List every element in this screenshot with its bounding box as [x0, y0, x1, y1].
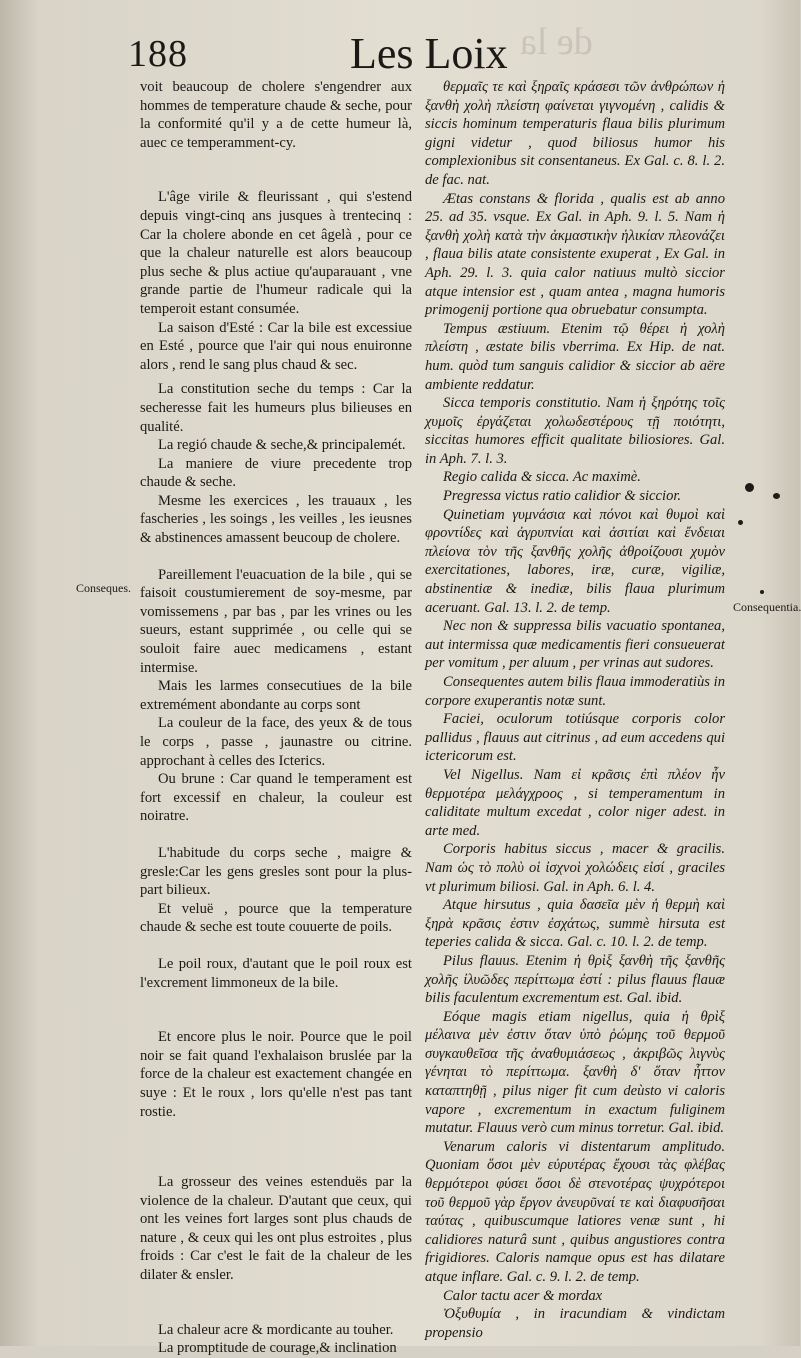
paragraph: Mesme les exercices , les trauaux , les fascheries , les soings , les veilles , les ieusnes & abstinences amassent beucoup de cholere. — [140, 492, 412, 547]
paragraph: La grosseur des veines estenduës par la violence de la chaleur. D'autant que ceux, qui ont les veines fort larges sont plus chauds de nature , & ceux qui les ont plus estroites , plus froids : Car c'est le fait de la chaleur de les dilater & ensler. — [140, 1174, 412, 1284]
paragraph: La saison d'Esté : Car la bile est excessiue en Esté , pource que l'air qui nous enuironne alors , rend le sang plus chaud & sec. — [140, 319, 412, 373]
paragraph: Ὀξυθυμία , in iracundiam & vindictam propensio — [425, 1306, 725, 1341]
paragraph: Ou brune : Car quand le temperament est fort excessif en chaleur, la couleur est noiratre. — [140, 771, 412, 825]
running-title: Les Loix — [350, 29, 508, 78]
paragraph: θερμαῖς τε καὶ ξηραῖς κράσεσι τῶν ἀνθρώπων ἡ ξανθὴ χολὴ πλείστη φαίνεται γιγνομένη , calidis & siccis hominum temperaturis flaua bilis plurimum gigni videtur , quod biliosus humor his complexionibus sit consentaneus. Ex Gal. c. 8. l. 2. de fac. nat. — [425, 79, 725, 188]
paragraph: Vel Nigellus. Nam εἰ κρᾶσις ἐπὶ πλέον ἦν θερμοτέρα μελάγχροος , si temperamentum in caliditate multum excedat , color niger adest. in arte med. — [425, 766, 725, 839]
paragraph: Et veluë , pource que la temperature chaude & seche est toute couuerte de poils. — [140, 900, 412, 936]
paragraph: Eóque magis etiam nigellus, quia ἡ θρὶξ μέλαινα μὲν ἐστιν ὅταν ὑπὸ ῥώμης τοῦ θερμοῦ συγκαυθεῖσα τῆς ἀναθυμιάσεως , ἀκριβῶς λιγνὺς γένηται τὸ περίττωμα. ξανθὴ δ' ὅταν ἧττον καταπτηθῇ , pilus niger fit cum deùsto vi caloris vapore , excrementum in exactum fuliginem mutatur. Flauus verò cum minus torretur. Gal. ibid. — [425, 1008, 725, 1137]
ink-blot — [773, 493, 780, 499]
paragraph: Corporis habitus siccus , macer & gracilis. Nam ὡς τὸ πολὺ οἱ ἰσχνοὶ χολώδεις εἰσί , graciles vt plurimum biliosi. Gal. in Aph. 6. l. 4. — [425, 841, 725, 895]
paragraph: Consequentes autem bilis flaua immoderatiùs in corpore exuperantis notæ sunt. — [425, 674, 725, 709]
paragraph: Ætas constans & florida , qualis est ab anno 25. ad 35. vsque. Ex Gal. in Aph. 9. l. 5. Nam ἡ ξανθὴ χολὴ κατὰ τὴν ἀκμαστικὴν ἡλικίαν πλεονάζει , flaua bilis atate consistente exuperat , Ex Gal. in Aph. 29. l. 3. quia calor natiuus multò siccior atque intensior est , quam antea , magna humoris primogenij portione qua obruebatur consumpta. — [425, 190, 725, 319]
paragraph: Faciei, oculorum totiúsque corporis color pallidus , flauus aut citrinus , ad eum accedens qui ictericorum est. — [425, 711, 725, 765]
paragraph: Pilus flauus. Etenim ἡ θρὶξ ξανθὴ τῆς ξανθῆς χολῆς ἰλυῶδες περίττωμα ἐστί : pilus flauus flauæ bilis faculentum excrementum est. Gal. ibid. — [425, 952, 725, 1007]
ink-blot — [738, 520, 743, 525]
paragraph: La promptitude de courage,& inclination — [158, 1340, 397, 1357]
paragraph: voit beaucoup de cholere s'engendrer aux hommes de temperature chaude & seche, pour la conformité qu'il y a de cette humeur là, auec ce temperamment-cy. — [140, 79, 412, 151]
paragraph: La couleur de la face, des yeux & de tous le corps , passe , jaunastre ou citrine. approchant à celles des Icterics. — [140, 715, 412, 769]
paragraph: Venarum caloris vi distentarum amplitudo. Quoniam ὅσοι μὲν εὐρυτέρας ἔχουσι τὰς φλέβας θερμότεροι φύσει ὅσοι δὲ στενοτέρας ψυχρότεροι τοῦ θερμοῦ γὰρ ἔργον ἀνευρῦναί τε καὶ διαφυσῆσαι ταύτας , quibuscumque latiores venæ sunt , hi calidiores naturâ sunt , quibus angustiores contra frigidiores. Caloris namque opus est has dilatare atque inflare. Gal. c. 9. l. 2. de temp. — [425, 1138, 725, 1285]
paragraph: Pregressa victus ratio calidior & siccior. — [443, 488, 682, 505]
page-header — [0, 28, 800, 78]
paragraph: Quinetiam γυμνάσια καὶ πόνοι καὶ θυμοὶ καὶ φροντίδες καὶ ἀγρυπνίαι καὶ ἀσιτίαι καὶ ἔνδειαι πλείονα τὸν τῆς ξανθῆς χολῆς ἀθροίζουσι χυμὸν exercitationes, labores, iræ, curæ, vigiliæ, abstinentiæ & inediæ, bilis flaua plurimum aceruant. Gal. 13. l. 2. de temp. — [425, 506, 725, 616]
paragraph: La regió chaude & seche,& principalemét. — [158, 437, 406, 454]
paragraph: Nec non & suppressa bilis vacuatio spontanea, aut intermissa quæ medicamentis fieri consueuerat per vomitum , per aluum , per vrinas aut sudores. — [425, 618, 725, 672]
paragraph: Pareillement l'euacuation de la bile , qui se faisoit coustumierement de soy-mesme, par vomissemens , par bas , par les vrines ou les sueurs, estant supprimée , ou celle qui se souloit faire auec medicamens , estant intermise. — [140, 566, 412, 676]
margin-note-right: Consequentia. — [733, 600, 801, 614]
ink-blot — [760, 590, 764, 594]
page-number: 188 — [128, 33, 188, 75]
margin-note-left: Conseques. — [76, 581, 131, 595]
paragraph: Calor tactu acer & mordax — [443, 1287, 603, 1304]
paragraph: Le poil roux, d'autant que le poil roux est l'excrement limmoneux de la bile. — [140, 955, 412, 991]
paragraph: Sicca temporis constitutio. Nam ἡ ξηρότης τοῖς χυμοῖς ἐργάζεται χολωδεστέρους τῇ ποιότητι, siccitas humores efficit qualitate biliosiores. Gal. in Aph. 7. l. 3. — [425, 395, 725, 467]
paragraph: La constitution seche du temps : Car la secheresse fait les humeurs plus bilieuses en qualité. — [140, 381, 412, 435]
paragraph: Mais les larmes consecutiues de la bile extremément abondante au corps sont — [140, 678, 412, 713]
ink-blot — [745, 483, 754, 492]
bleed-through-text: de la — [520, 21, 593, 63]
paragraph: Tempus æstiuum. Etenim τῷ θέρει ἡ χολὴ πλείστη , æstate bilis vberrima. Ex Hip. de nat. hum. quòd tum sanguis calidior & siccior ab aëre ambiente reddatur. — [425, 320, 725, 393]
latin-greek-column — [425, 78, 725, 1342]
paragraph: Regio calida & sicca. Ac maximè. — [443, 469, 641, 486]
paragraph: La chaleur acre & mordicante au touher. — [158, 1321, 394, 1338]
paragraph: L'habitude du corps seche , maigre & gresle:Car les gens gresles sont pour la plus-part bilieux. — [140, 844, 412, 899]
french-text-column — [140, 78, 412, 1358]
paragraph: La maniere de viure precedente trop chaude & seche. — [140, 455, 412, 491]
paragraph: Et encore plus le noir. Pource que le poil noir se fait quand l'exhalaison bruslée par la force de la chaleur est exactement changée en suye : Et le roux , lors qu'elle n'est pas tant rostie. — [140, 1029, 412, 1120]
paragraph: L'âge virile & fleurissant , qui s'estend depuis vingt-cinq ans jusques à trentecinq : Car la cholere abonde en cet âgelà , pour ce que la chaleur naturelle est alors beaucoup plus seche & plus actiue qu'auparauant , vne grande partie de l'humeur radicale qui la temperoit estant consumée. — [140, 189, 412, 317]
paragraph: Atque hirsutus , quia δασεῖα μὲν ἡ θερμὴ καὶ ξηρὰ κρᾶσις ἐστιν ἐσχάτως, summè hirsuta est teperies calida & sicca. Gal. c. 10. l. 2. de temp. — [425, 897, 725, 951]
